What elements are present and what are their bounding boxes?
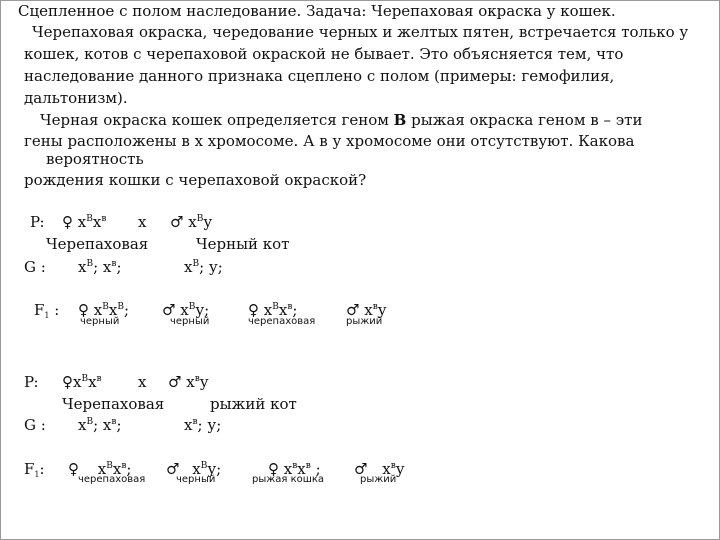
- female-icon: ♀: [62, 373, 73, 391]
- cross2-offspring-3: ♀ $х^вх^в$ ;: [268, 460, 321, 478]
- male-icon: ♂: [166, 460, 180, 478]
- cross2-offspring-2: ♂ $х^Bу$;: [166, 460, 222, 478]
- cross2-g-male: $х^в$; у;: [184, 416, 222, 434]
- intro-line-3: наследование данного признака сцеплено с полом (примеры: гемофилия,: [24, 67, 615, 85]
- cross2-p-label: P:: [24, 373, 39, 391]
- male-icon: ♂: [168, 373, 182, 391]
- intro-line-6: гены расположены в х хромосоме. А в у хромосоме они отсутствуют. Какова: [24, 132, 635, 150]
- cross1-g-female: $х^B$; $х^в$;: [78, 258, 122, 276]
- cross1-cross-sign: х: [138, 213, 147, 231]
- female-icon: ♀: [248, 301, 259, 319]
- cross1-male-phenotype: Черный кот: [196, 235, 290, 253]
- page-title: Сцепленное с полом наследование. Задача: Черепаховая окраска у кошек.: [18, 2, 616, 20]
- cross2-male-phenotype: рыжий кот: [210, 395, 297, 413]
- female-icon: ♀: [268, 460, 279, 478]
- male-icon: ♂: [346, 301, 360, 319]
- cross1-offspring-3-label: черепаховая: [248, 316, 316, 327]
- gene-B: В: [393, 111, 407, 129]
- male-icon: ♂: [170, 213, 184, 231]
- intro-line-8: рождения кошки с черепаховой окраской?: [24, 171, 367, 189]
- intro-line-5-start: Черная окраска кошек определяется геном: [40, 111, 394, 129]
- intro-line-5-end: рыжая окраска геном в – эти: [406, 111, 643, 129]
- male-icon: ♂: [162, 301, 176, 319]
- cross1-female-phenotype: Черепаховая: [46, 235, 149, 253]
- cross2-offspring-3-label: рыжая кошка: [252, 474, 325, 485]
- cross1-g-male: $х^B$; у;: [184, 258, 223, 276]
- cross2-offspring-1: ♀ $х^Bх^в$;: [68, 460, 132, 478]
- cross1-offspring-2: ♂ $х^Bу$;: [162, 301, 210, 319]
- intro-line-7: вероятность: [46, 150, 144, 168]
- female-icon: ♀: [78, 301, 89, 319]
- cross2-offspring-2-label: черный: [176, 474, 216, 485]
- cross2-female-phenotype: Черепаховая: [62, 395, 165, 413]
- cross1-offspring-1: ♀ $х^Bх^B$;: [78, 301, 129, 319]
- intro-line-2: кошек, котов с черепаховой окраской не бывает. Это объясняется тем, что: [24, 45, 624, 63]
- intro-line-1: Черепаховая окраска, чередование черных и желтых пятен, встречается только у: [32, 23, 689, 41]
- cross2-female-genotype: $♀х^Bх^в$: [62, 373, 102, 391]
- cross2-male-genotype: ♂ $х^ву$: [168, 373, 209, 391]
- cross1-offspring-1-label: черный: [80, 316, 120, 327]
- female-icon: ♀: [62, 213, 73, 231]
- cross1-offspring-4-label: рыжий: [346, 316, 383, 327]
- cross1-offspring-2-label: черный: [170, 316, 210, 327]
- cross1-offspring-4: ♂ $х^ву$: [346, 301, 387, 319]
- cross2-offspring-1-label: черепаховая: [78, 474, 146, 485]
- cross2-f-label: $F_1$:: [24, 460, 45, 479]
- intro-line-5: [40, 110, 642, 131]
- female-icon: ♀: [68, 460, 79, 478]
- cross2-g-female: $х^B$; $х^в$;: [78, 416, 122, 434]
- cross2-g-label: G :: [24, 416, 46, 434]
- cross1-g-label: G :: [24, 258, 46, 276]
- cross2-offspring-4: ♂ $х^ву$: [354, 460, 405, 478]
- intro-line-4: дальтонизм).: [24, 89, 128, 107]
- cross1-male-genotype: ♂ $х^Bу$: [170, 213, 213, 231]
- cross1-p-label: P:: [30, 213, 45, 231]
- cross2-offspring-4-label: рыжий: [360, 474, 397, 485]
- cross1-offspring-3: ♀ $х^Bх^в$;: [248, 301, 298, 319]
- cross1-female-genotype: ♀ $х^Bх^в$: [62, 213, 107, 231]
- male-icon: ♂: [354, 460, 368, 478]
- cross2-cross-sign: х: [138, 373, 147, 391]
- cross1-f-label: $F_1$ :: [34, 301, 60, 320]
